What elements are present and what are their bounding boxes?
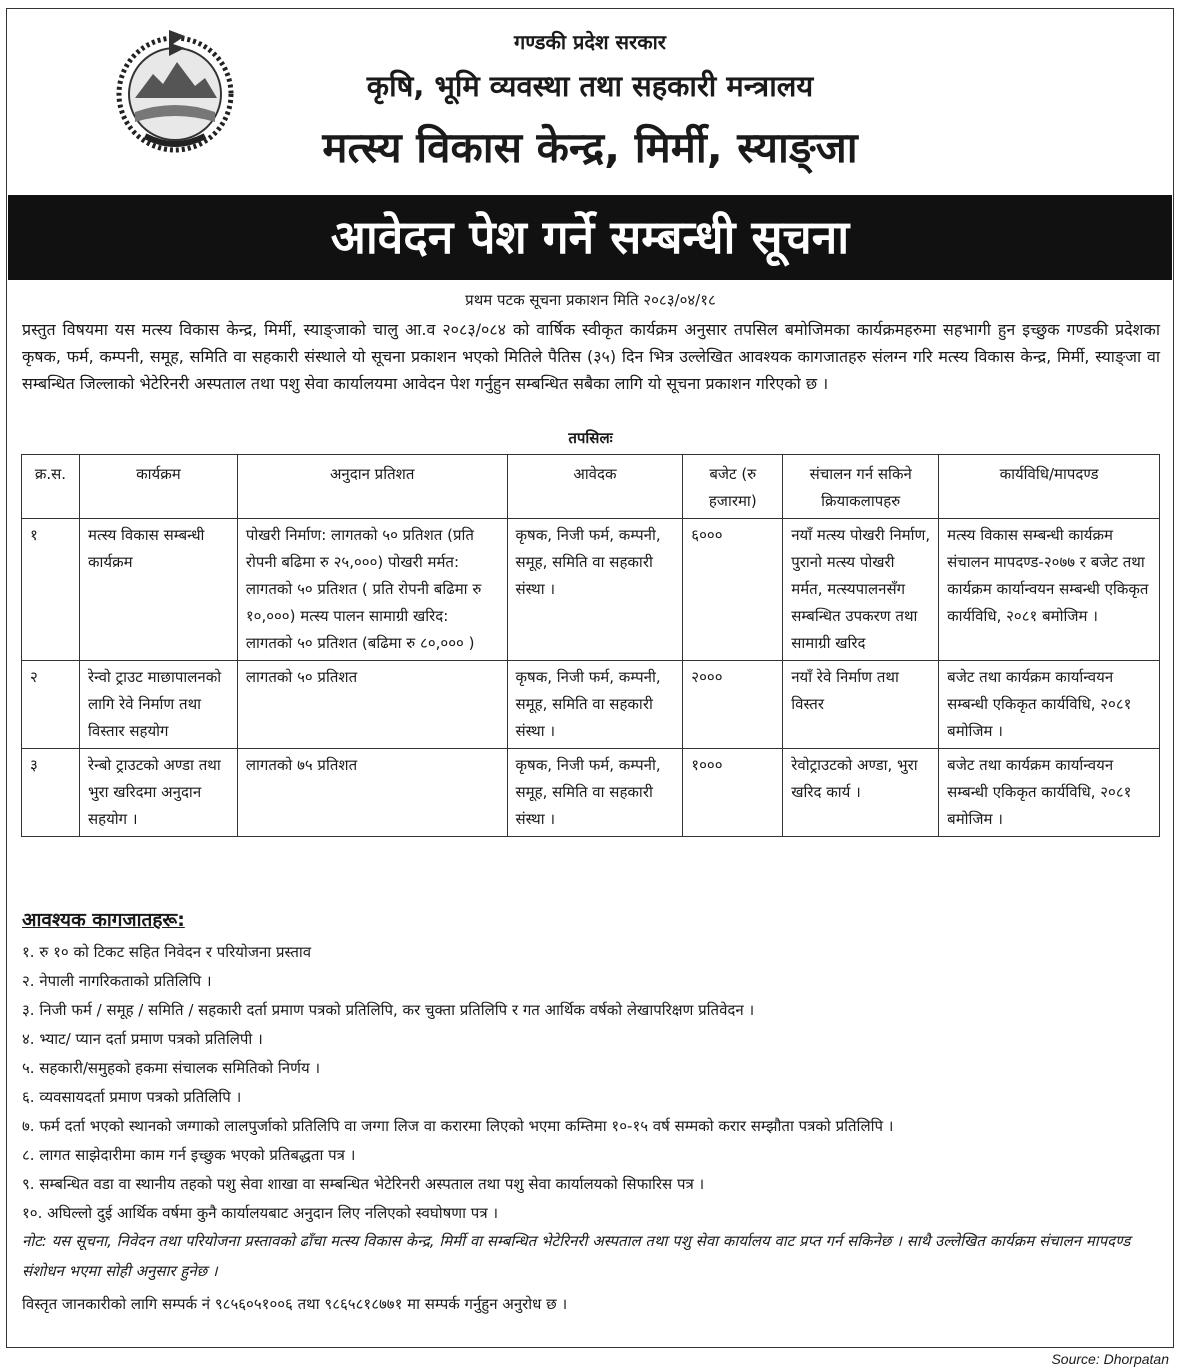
cell-applicant: कृषक, निजी फर्म, कम्पनी, समूह, समिति वा सहकारी संस्था । (507, 661, 683, 749)
cell-budget: १००० (683, 749, 783, 837)
list-item: ९. सम्बन्धित वडा वा स्थानीय तहको पशु सेवा शाखा वा सम्बन्धित भेटेरिनरी अस्पताल तथा पशु सेवा कार्यालयको सिफारिस पत्र । (22, 1175, 705, 1193)
cell-activities: रेवोट्राउटको अण्डा, भुरा खरिद कार्य । (783, 749, 939, 837)
program-table (21, 454, 1160, 837)
header-program: कार्यक्रम (79, 455, 237, 519)
header-applicant: आवेदक (507, 455, 683, 519)
header-activities: संचालन गर्न सकिने क्रियाकलापहरु (783, 455, 939, 519)
government-name: गण्डकी प्रदेश सरकार (514, 30, 666, 54)
notice-header (0, 0, 1181, 195)
source-credit: Source: Dhorpatan (1051, 1351, 1169, 1367)
cell-sn: ३ (22, 749, 80, 837)
header-budget: बजेट (रु हजारमा) (683, 455, 783, 519)
table-header-row (22, 455, 1160, 519)
ministry-name: कृषि, भूमि व्यवस्था तथा सहकारी मन्त्रालय (366, 69, 814, 103)
nepal-emblem-icon (105, 26, 245, 156)
cell-sn: २ (22, 661, 80, 749)
cell-grant-percent: लागतको ७५ प्रतिशत (237, 749, 507, 837)
table-row (22, 519, 1160, 661)
table-row (22, 749, 1160, 837)
cell-grant-percent: लागतको ५० प्रतिशत (237, 661, 507, 749)
list-item: १०. अघिल्लो दुई आर्थिक वर्षमा कुनै कार्यालयबाट अनुदान लिए नलिएको स्वघोषणा पत्र । (22, 1204, 499, 1222)
cell-activities: नयाँ मत्स्य पोखरी निर्माण, पुरानो मत्स्य पोखरी मर्मत, मत्स्यपालनसँग सम्बन्धित उपकरण तथा सामाग्री खरिद (783, 519, 939, 661)
list-item: ७. फर्म दर्ता भएको स्थानको जग्गाको लालपुर्जाको प्रतिलिपि वा जग्गा लिज वा करारमा लिएको भएमा कम्तिमा १०-१५ वर्ष सम्मको करार सम्झौता पत्रको प्रतिलिपि । (22, 1117, 894, 1135)
header-grant-percent: अनुदान प्रतिशत (237, 455, 507, 519)
publish-date: प्रथम पटक सूचना प्रकाशन मिति २०८३/०४/१८ (465, 291, 716, 309)
contact-line: विस्तृत जानकारीको लागि सम्पर्क नं ९८५६०५१००६ तथा ९८६५८१८७७१ मा सम्पर्क गर्नुहुन अनुरोध छ । (22, 1295, 568, 1313)
cell-activities: नयाँ रेवे निर्माण तथा विस्तर (783, 661, 939, 749)
list-item: ४. भ्याट/ प्यान दर्ता प्रमाण पत्रको प्रतिलिपी । (22, 1030, 263, 1048)
list-item: १. रु १० को टिकट सहित निवेदन र परियोजना प्रस्ताव (22, 943, 312, 961)
list-item: ६. व्यवसायदर्ता प्रमाण पत्रको प्रतिलिपि । (22, 1088, 242, 1106)
cell-applicant: कृषक, निजी फर्म, कम्पनी, समूह, समिति वा सहकारी संस्था । (507, 749, 683, 837)
cell-sn: १ (22, 519, 80, 661)
header-sn: क्र.स. (22, 455, 80, 519)
cell-budget: ६००० (683, 519, 783, 661)
cell-grant-percent: पोखरी निर्माण: लागतको ५० प्रतिशत (प्रति रोपनी बढिमा रु २५,०००) पोखरी मर्मत: लागतको ५० प्रतिशत ( प्रति रोपनी बढिमा रु १०,०००) मत्स्य पालन सामाग्री खरिद: लागतको ५० प्रतिशत (बढिमा रु ८०,००० ) (237, 519, 507, 661)
documents-title: आवश्यक कागजातहरू: (22, 909, 185, 931)
documents-list (22, 938, 1162, 1228)
list-item: ८. लागत साझेदारीमा काम गर्न इच्छुक भएको प्रतिबद्धता पत्र । (22, 1146, 356, 1164)
header-procedure: कार्यविधि/मापदण्ड (939, 455, 1160, 519)
intro-paragraph: प्रस्तुत विषयमा यस मत्स्य विकास केन्द्र, मिर्मी, स्याङ्जाको चालु आ.व २०८३/०८४ को वार्षिक स्वीकृत कार्यक्रम अनुसार तपसिल बमोजिमका कार्यक्रमहरुमा सहभागी हुन इच्छुक गण्डकी प्रदेशका कृषक, फर्म, कम्पनी, समूह, समिति वा सहकारी संस्थाले यो सूचना प्रकाशन भएको मितिले पैतिस (३५) दिन भित्र उल्लेखित आवश्यक कागजातहरु संलग्न गरि मत्स्य विकास केन्द्र, मिर्मी, स्याङ्जा वा सम्बन्धित जिल्लाको भेटेरिनरी अस्पताल तथा पशु सेवा कार्यालयमा आवेदन पेश गर्नुहुन सम्बन्धित सबैका लागि यो सूचना प्रकाशन गरिएको छ । (22, 320, 1160, 393)
list-item: ३. निजी फर्म / समूह / समिति / सहकारी दर्ता प्रमाण पत्रको प्रतिलिपि, कर चुक्ता प्रतिलिपि र गत आर्थिक वर्षको लेखापरिक्षण प्रतिवेदन । (22, 1001, 755, 1019)
cell-procedure: बजेट तथा कार्यक्रम कार्यान्वयन सम्बन्धी एकिकृत कार्यविधि, २०८१ बमोजिम । (939, 749, 1160, 837)
cell-procedure: मत्स्य विकास सम्बन्धी कार्यक्रम संचालन मापदण्ड-२०७७ र बजेट तथा कार्यक्रम कार्यान्वयन सम्बन्धी एकिकृत कार्यविधि, २०८१ बमोजिम । (939, 519, 1160, 661)
cell-budget: २००० (683, 661, 783, 749)
table-title: तपसिलः (568, 429, 613, 447)
list-item: ५. सहकारी/समुहको हकमा संचालक समितिको निर्णय । (22, 1059, 321, 1077)
notice-title-banner: आवेदन पेश गर्ने सम्बन्धी सूचना (8, 195, 1172, 280)
cell-applicant: कृषक, निजी फर्म, कम्पनी, समूह, समिति वा सहकारी संस्था । (507, 519, 683, 661)
office-name: मत्स्य विकास केन्द्र, मिर्मी, स्याङ्जा (322, 123, 858, 172)
list-item: २. नेपाली नागरिकताको प्रतिलिपि । (22, 972, 212, 990)
cell-procedure: बजेट तथा कार्यक्रम कार्यान्वयन सम्बन्धी एकिकृत कार्यविधि, २०८१ बमोजिम । (939, 661, 1160, 749)
cell-program: रेन्वो ट्राउट माछापालनको लागि रेवे निर्माण तथा विस्तार सहयोग (79, 661, 237, 749)
table-row (22, 661, 1160, 749)
cell-program: रेन्बो ट्राउटको अण्डा तथा भुरा खरिदमा अनुदान सहयोग । (79, 749, 237, 837)
cell-program: मत्स्य विकास सम्बन्धी कार्यक्रम (79, 519, 237, 661)
note-paragraph: नोट: यस सूचना, निवेदन तथा परियोजना प्रस्तावको ढाँचा मत्स्य विकास केन्द्र, मिर्मी वा सम्बन्धित भेटेरिनरी अस्पताल तथा पशु सेवा कार्यालय वाट प्रप्त गर्न सकिनेछ । साथै उल्लेखित कार्यक्रम संचालन मापदण्ड संशोधन भएमा सोही अनुसार हुनेछ । (22, 1232, 1131, 1280)
